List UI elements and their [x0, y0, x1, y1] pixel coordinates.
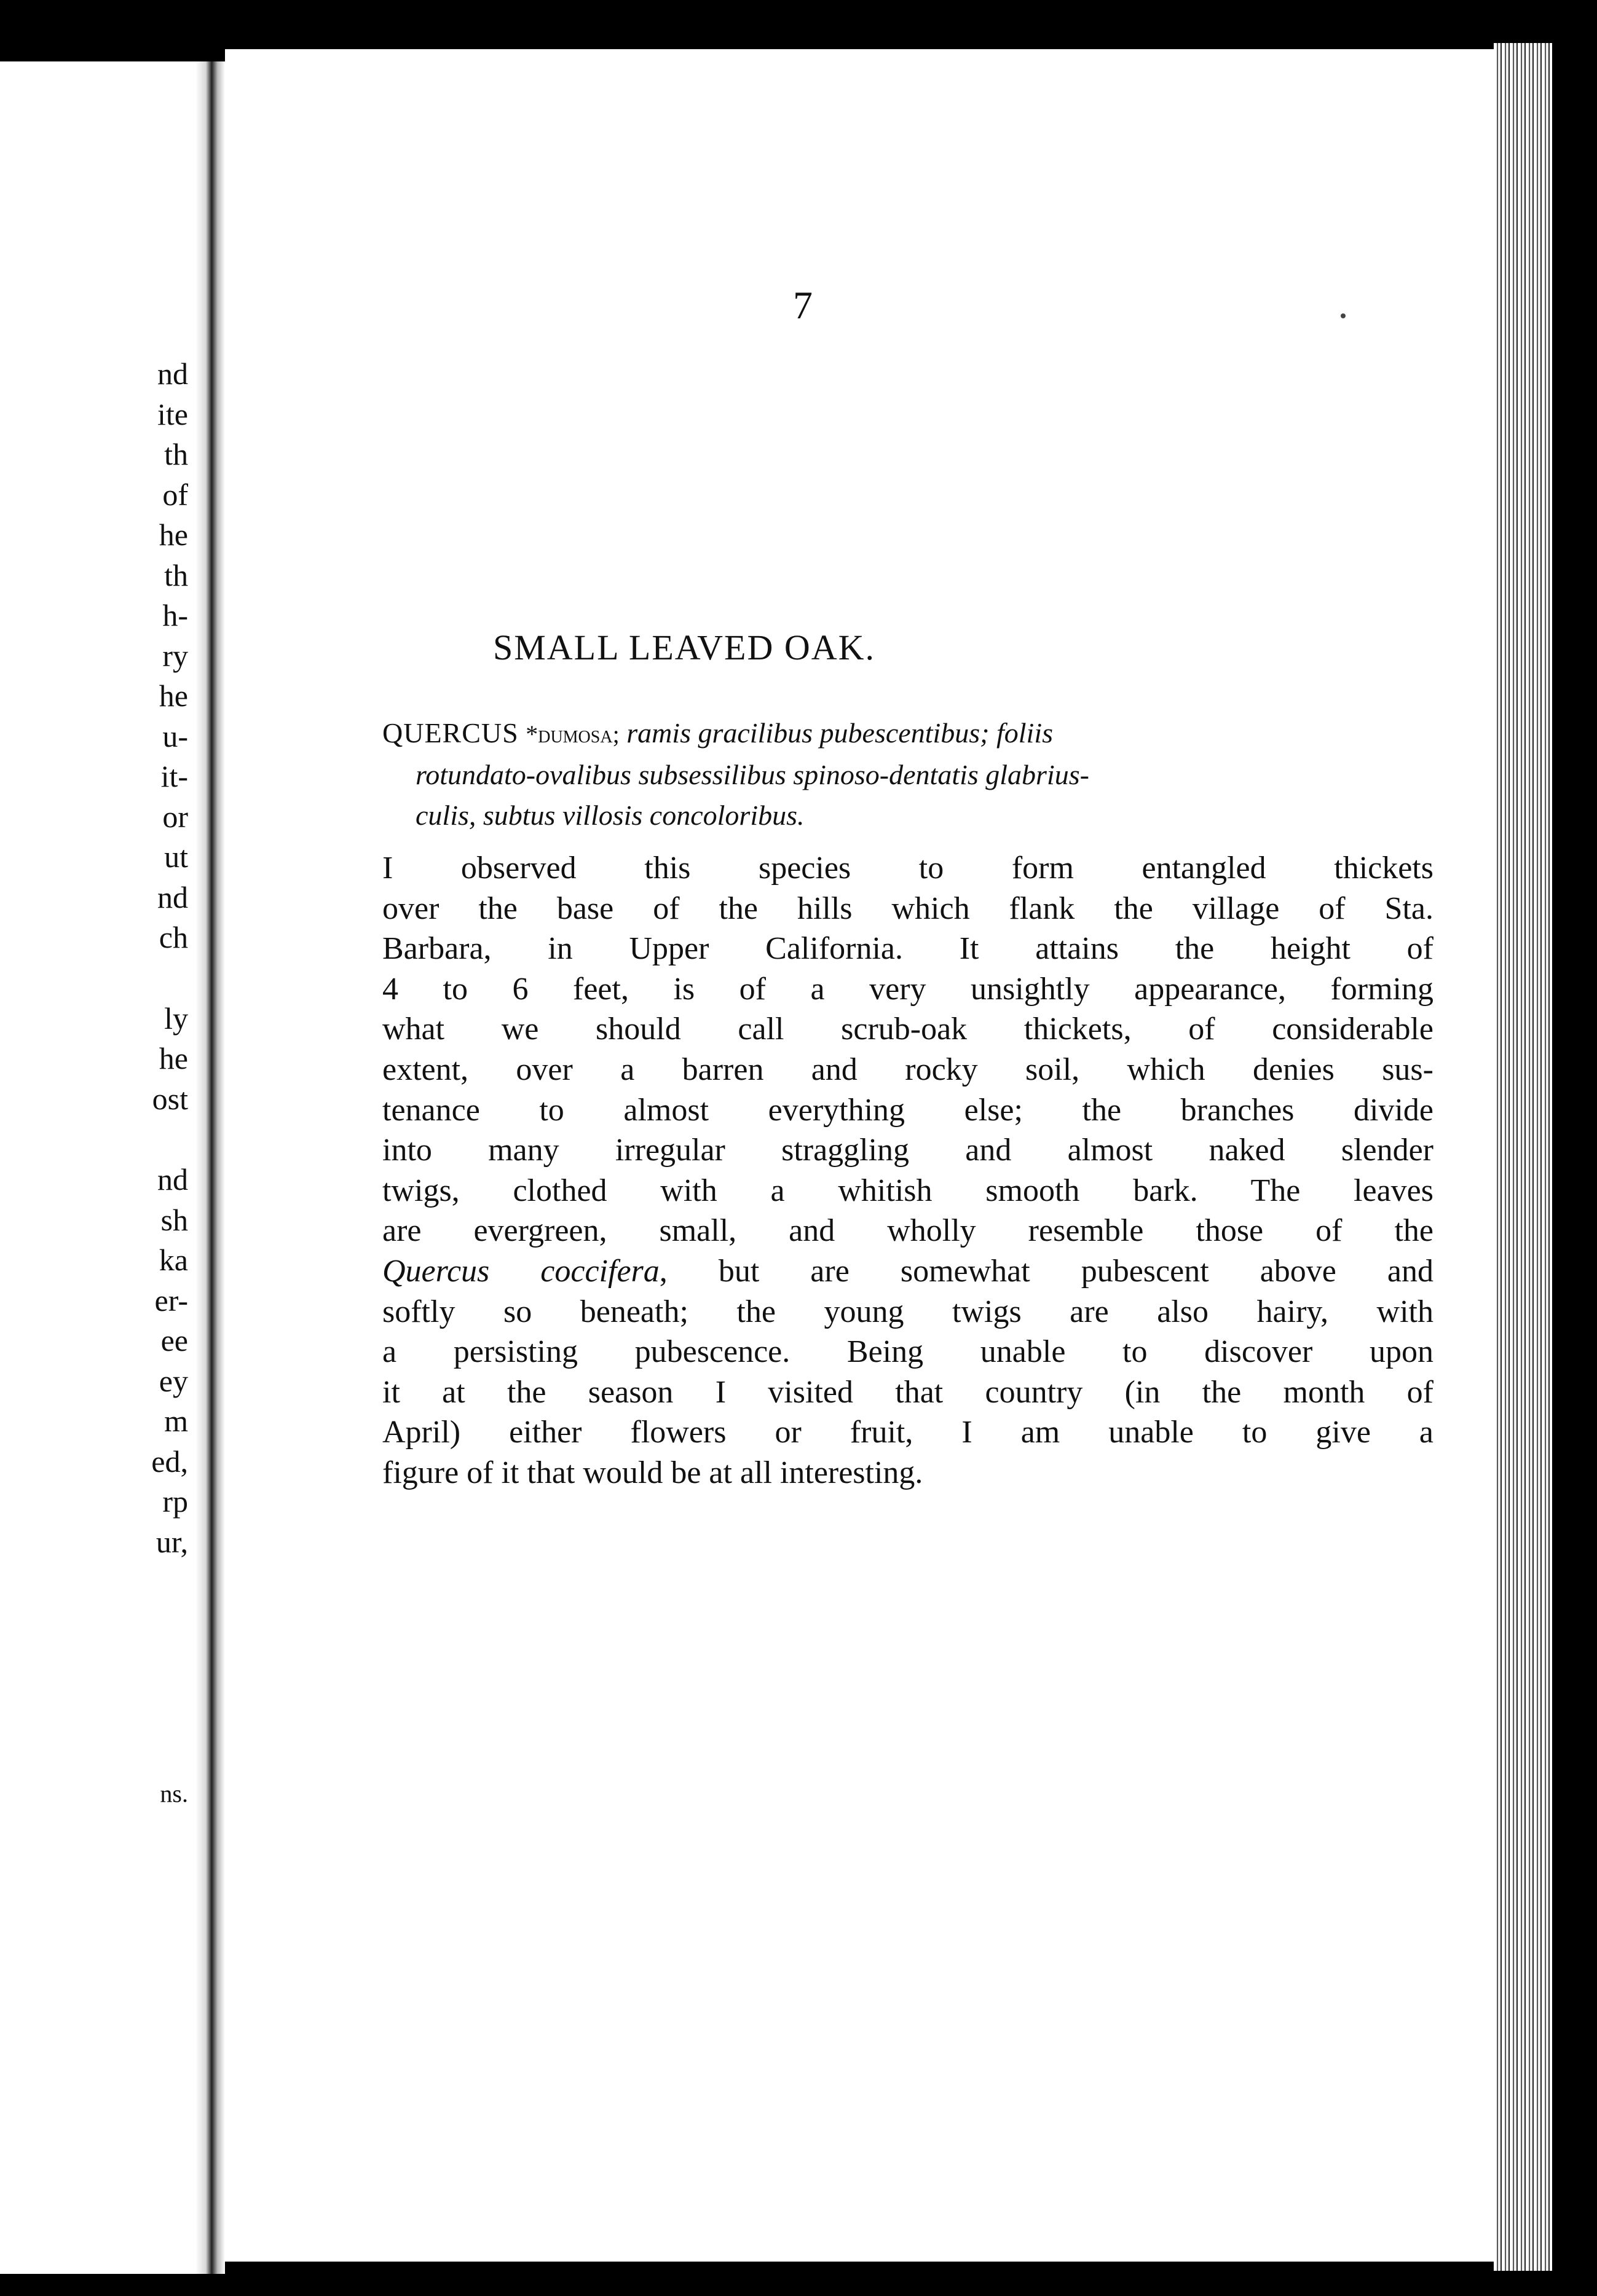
facing-page-fragment: nd — [157, 1162, 188, 1197]
facing-page-fragment: ka — [159, 1243, 188, 1277]
facing-page-fragment: ly — [164, 1001, 188, 1036]
facing-page-fragment: m — [164, 1404, 188, 1438]
facing-page-fragment: it- — [160, 759, 188, 793]
body-line: I observed this species to form entangled thickets — [382, 851, 1433, 886]
body-line: over the base of the hills which flank the village of Sta. — [382, 890, 1433, 926]
botanical-diagnosis — [382, 713, 1433, 836]
body-line: extent, over a barren and rocky soil, which denies sus- — [382, 1052, 1433, 1087]
body-line: are evergreen, small, and wholly resemble those of the — [382, 1213, 1433, 1249]
facing-page-fragment: ut — [164, 839, 188, 874]
body-line: twigs, clothed with a whitish smooth bark. The leaves — [382, 1173, 1433, 1208]
facing-page-fragment: th — [164, 437, 188, 471]
facing-page-fragment: or — [162, 799, 188, 834]
diagnosis-line-2: rotundato-ovalibus subsessilibus spinoso-dentatis glabrius- — [416, 759, 1089, 790]
facing-page-fragment: rp — [162, 1484, 188, 1519]
facing-page-fragment: ry — [162, 638, 188, 673]
page-edge-stack — [1494, 43, 1552, 2271]
page-title — [225, 627, 1494, 668]
facing-page-fragment — [151, 1119, 188, 1160]
facing-page-fragment: er- — [154, 1283, 188, 1318]
body-line: softly so beneath; the young twigs are also hairy, with — [382, 1294, 1433, 1329]
body-line: tenance to almost everything else; the branches divide — [382, 1092, 1433, 1128]
body-line: what we should call scrub-oak thickets, of considerable — [382, 1012, 1433, 1047]
facing-page-fragment — [151, 958, 188, 999]
facing-page-fragment: ch — [159, 920, 188, 954]
book-page — [225, 49, 1494, 2262]
body-line: it at the season I visited that country (in the month of — [382, 1374, 1433, 1410]
facing-page-fragment: nd — [157, 879, 188, 914]
book-gutter — [195, 61, 225, 2274]
facing-page-fragment: sh — [160, 1202, 188, 1237]
facing-page-footer: ns. — [160, 1780, 188, 1807]
facing-page-fragment: he — [159, 678, 188, 713]
facing-page-fragment: ur, — [156, 1524, 188, 1559]
facing-page — [0, 61, 195, 2274]
facing-page-fragment: u- — [162, 718, 188, 753]
species-name: *dumosa; — [526, 720, 620, 748]
facing-page-fragment: ed, — [151, 1444, 188, 1479]
genus-name: QUERCUS — [382, 717, 519, 749]
facing-page-fragment: ee — [160, 1323, 188, 1358]
body-line: 4 to 6 feet, is of a very unsightly appearance, forming — [382, 971, 1433, 1007]
body-line-with-italic: Quercus coccifera, but are somewhat pubescent above and — [382, 1253, 1433, 1289]
diagnosis-line-3: culis, subtus villosis concoloribus. — [416, 800, 805, 831]
italic-species-name: Quercus coccifera — [382, 1253, 660, 1289]
facing-page-fragment: ite — [157, 396, 188, 431]
facing-page-fragment: ost — [152, 1081, 188, 1116]
body-line: a persisting pubescence. Being unable to discover upon — [382, 1334, 1433, 1370]
body-line: April) either flowers or fruit, I am unable to give a — [382, 1415, 1433, 1450]
body-paragraph — [382, 848, 1433, 1493]
paper-speck — [1341, 313, 1346, 318]
facing-page-fragment: of — [162, 477, 188, 512]
body-line: Barbara, in Upper California. It attains the height of — [382, 931, 1433, 967]
facing-page-fragment: ey — [159, 1363, 188, 1398]
facing-page-fragment: he — [159, 517, 188, 552]
diagnosis-text-1: ramis gracilibus pubescentibus; foliis — [626, 717, 1054, 749]
facing-page-line-fragments — [151, 354, 188, 1562]
diagnosis-line-1 — [382, 713, 1433, 755]
facing-page-fragment: nd — [157, 356, 188, 391]
body-line: figure of it that would be at all interesting. — [382, 1455, 923, 1490]
facing-page-fragment: he — [159, 1041, 188, 1075]
page-number: 7 — [793, 283, 813, 327]
facing-page-fragment: h- — [162, 598, 188, 632]
facing-page-fragment: th — [164, 557, 188, 592]
page-title-text: SMALL LEAVED OAK. — [492, 627, 876, 667]
body-line: into many irregular straggling and almost naked slender — [382, 1133, 1433, 1168]
